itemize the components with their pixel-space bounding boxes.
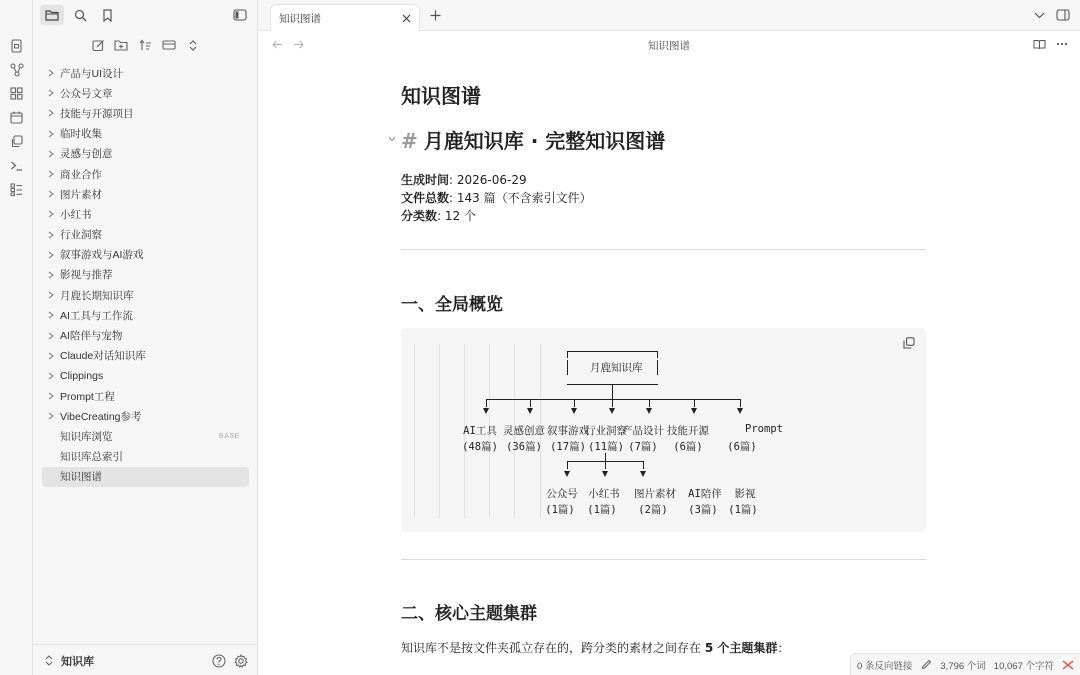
word-count: 3,796 个词: [940, 660, 986, 672]
bases-icon[interactable]: [8, 181, 25, 198]
page-title: 知识图谱: [401, 84, 481, 108]
chevron-right-icon: [42, 231, 60, 239]
vault-name: 知识库: [61, 655, 94, 668]
edit-pencil-icon[interactable]: [920, 659, 932, 671]
folder-item[interactable]: [42, 386, 249, 406]
tree-line: [643, 461, 644, 469]
para-end: ：: [777, 641, 790, 655]
chevron-right-icon: [42, 352, 60, 360]
diagram-subnode-count: (2篇): [638, 504, 668, 516]
meta-key: 文件总数: [401, 191, 450, 205]
new-folder-icon[interactable]: [112, 36, 130, 54]
folder-label: 叙事游戏与AI游戏: [60, 249, 144, 262]
folder-label: Clippings: [60, 369, 104, 382]
left-ribbon: [0, 0, 33, 675]
main-heading: [401, 125, 665, 154]
file-label: 知识图谱: [60, 471, 102, 484]
tree-line: [649, 399, 650, 407]
folder-label: 灵感与创意: [60, 148, 113, 161]
divider: [401, 249, 926, 250]
tab-list-chevron-down-icon[interactable]: [1032, 8, 1046, 22]
chevron-right-icon: [42, 392, 60, 400]
tree-line: [694, 399, 695, 407]
box-line: [657, 351, 658, 358]
folder-label: 产品与UI设计: [60, 67, 123, 80]
calendar-icon[interactable]: [8, 109, 25, 126]
diagram-subnode-name: 公众号: [546, 488, 578, 500]
folder-label: 临时收集: [60, 128, 102, 141]
updown-chevron-icon: [45, 655, 53, 666]
copy-code-icon[interactable]: [902, 336, 916, 350]
diagram-node-count: (6篇): [727, 441, 757, 453]
sidebar-top-bar: [33, 0, 258, 30]
view-header: [258, 31, 1080, 58]
close-icon[interactable]: [399, 11, 413, 25]
folder-item[interactable]: [42, 83, 249, 103]
box-line: [567, 360, 568, 375]
diagram-subnode-name: 图片素材: [634, 488, 676, 500]
daily-note-icon[interactable]: [8, 37, 25, 54]
arrow-down-icon: [602, 471, 608, 477]
chevron-right-icon: [42, 412, 60, 420]
tab-bar: [258, 0, 1080, 31]
arrow-down-icon: [571, 408, 577, 414]
diagram-subnode-name: AI陪伴: [688, 488, 722, 500]
folder-label: AI工具与工作流: [60, 309, 133, 322]
chevron-right-icon: [42, 109, 60, 117]
arrow-down-icon: [737, 408, 743, 414]
diagram-subnode-count: (1篇): [728, 504, 758, 516]
meta-value: : 12 个: [437, 209, 476, 223]
file-tree: [42, 63, 249, 487]
more-options-icon[interactable]: [1055, 37, 1069, 51]
canvas-icon[interactable]: [8, 85, 25, 102]
folder-label: 行业洞察: [60, 229, 102, 242]
folder-item[interactable]: [42, 406, 249, 426]
folder-item[interactable]: [42, 245, 249, 265]
meta-line-total: [401, 189, 592, 206]
backlinks-count[interactable]: 0 条反向链接: [856, 660, 913, 672]
folder-label: 小红书: [60, 208, 92, 221]
chevron-right-icon: [42, 251, 60, 259]
diagram-node-name: 叙事游戏: [547, 425, 589, 437]
diagram-node-count: (36篇): [506, 441, 542, 453]
search-icon[interactable]: [68, 5, 92, 25]
tree-line: [612, 384, 613, 400]
tree-line: [605, 461, 606, 469]
diagram-node-name: Prompt: [745, 423, 783, 435]
folder-label: Claude对话知识库: [60, 350, 146, 363]
terminal-icon[interactable]: [8, 157, 25, 174]
diagram-node-count: (7篇): [628, 441, 658, 453]
arrow-down-icon: [691, 408, 697, 414]
diagram-subnode-count: (1篇): [545, 504, 575, 516]
folder-item[interactable]: [42, 285, 249, 305]
folder-item[interactable]: [42, 63, 249, 83]
box-line: [567, 351, 658, 352]
folder-item[interactable]: [42, 184, 249, 204]
folder-item[interactable]: [42, 346, 249, 366]
box-line: [567, 351, 568, 358]
sidebar-toggle-icon[interactable]: [228, 5, 252, 25]
folder-item[interactable]: [42, 164, 249, 184]
sync-status-icon[interactable]: [1062, 659, 1074, 671]
graph-icon[interactable]: [8, 61, 25, 78]
file-type-badge: BASE: [218, 432, 240, 440]
folder-label: VibeCreating参考: [60, 410, 142, 423]
sort-icon[interactable]: [136, 36, 154, 54]
vault-switcher[interactable]: [45, 645, 94, 675]
tab-knowledge-graph[interactable]: [270, 4, 420, 31]
chevron-right-icon: [42, 311, 60, 319]
sidebar-footer: [33, 644, 258, 675]
para-bold: 5 个主题集群: [704, 641, 778, 655]
folder-label: 月鹿长期知识库: [60, 289, 134, 302]
collapse-all-icon[interactable]: [160, 36, 178, 54]
diagram-node-name: AI工具: [463, 425, 497, 437]
meta-value: : 143 篇（不含索引文件）: [449, 191, 592, 205]
diagram-root-label: 月鹿知识库: [590, 362, 643, 374]
folder-label: 影视与推荐: [60, 269, 113, 282]
help-icon[interactable]: [211, 653, 226, 668]
diagram-subnode-name: 影视: [734, 488, 756, 500]
folder-item[interactable]: [42, 325, 249, 345]
box-line: [657, 360, 658, 375]
copy-icon[interactable]: [8, 133, 25, 150]
diagram-node-count: (17篇): [550, 441, 586, 453]
settings-gear-icon[interactable]: [233, 653, 248, 668]
diagram-node-count: (48篇): [462, 441, 498, 453]
folder-item[interactable]: [42, 366, 249, 386]
meta-key: 分类数: [401, 209, 438, 223]
tree-line: [574, 399, 575, 407]
meta-value: : 2026-06-29: [449, 173, 527, 187]
divider: [401, 559, 926, 560]
indent-guide: [414, 344, 415, 518]
main-workspace: [258, 0, 1080, 675]
arrow-down-icon: [527, 408, 533, 414]
diagram-subnode-count: (1篇): [587, 504, 617, 516]
file-item[interactable]: [42, 426, 249, 446]
meta-key: 生成时间: [401, 173, 450, 187]
section-heading-overview: 一、全局概览: [401, 295, 503, 315]
reading-view-book-icon[interactable]: [1032, 37, 1046, 51]
arrow-down-icon: [609, 408, 615, 414]
fold-chevron-icon[interactable]: [387, 134, 397, 144]
arrow-down-icon: [646, 408, 652, 414]
folder-label: AI陪伴与宠物: [60, 330, 123, 343]
tree-line: [486, 399, 487, 407]
new-note-icon[interactable]: [89, 36, 107, 54]
new-tab-plus-icon[interactable]: [428, 8, 442, 22]
tree-line: [530, 399, 531, 407]
chevron-right-icon: [42, 210, 60, 218]
file-item[interactable]: [42, 447, 249, 467]
chevron-right-icon: [42, 271, 60, 279]
chevron-right-icon: [42, 190, 60, 198]
arrow-down-icon: [483, 408, 489, 414]
chevron-right-icon: [42, 89, 60, 97]
chevron-right-icon: [42, 291, 60, 299]
chevron-right-icon: [42, 332, 60, 340]
diagram-subnode-name: 小红书: [588, 488, 620, 500]
folder-item[interactable]: [42, 124, 249, 144]
folder-item[interactable]: [42, 144, 249, 164]
meta-line-categories: [401, 207, 476, 224]
tree-line: [605, 453, 606, 461]
chevron-right-icon: [42, 150, 60, 158]
tab-label: 知识图谱: [279, 12, 321, 25]
folder-item[interactable]: [42, 265, 249, 285]
code-block-diagram[interactable]: [401, 328, 926, 532]
folder-item[interactable]: [42, 225, 249, 245]
folder-item[interactable]: [42, 204, 249, 224]
file-label: 知识库总索引: [60, 451, 123, 464]
diagram-node-name: 行业洞察: [585, 425, 627, 437]
folder-label: 技能与开源项目: [60, 107, 134, 120]
meta-line-generated: [401, 171, 527, 188]
para-text: 知识库不是按文件夹孤立存在的，跨分类的素材之间存在: [401, 641, 705, 655]
diagram-node-name: 技能开源: [667, 425, 709, 437]
folder-label: 商业合作: [60, 168, 102, 181]
folder-item[interactable]: [42, 305, 249, 325]
file-label: 知识库浏览: [60, 430, 113, 443]
arrow-down-icon: [640, 471, 646, 477]
diagram-subnode-count: (3篇): [688, 504, 718, 516]
view-title[interactable]: 知识图谱: [648, 40, 690, 52]
tree-line: [486, 399, 740, 400]
bookmark-icon[interactable]: [95, 5, 119, 25]
status-bar: [850, 653, 1080, 675]
heading-text: 月鹿知识库 · 完整知识图谱: [423, 129, 666, 153]
folder-label: 公众号文章: [60, 87, 113, 100]
arrow-down-icon: [564, 471, 570, 477]
folder-item[interactable]: [42, 103, 249, 123]
tree-line: [612, 399, 613, 407]
folder-label: 图片素材: [60, 188, 102, 201]
chevron-right-icon: [42, 170, 60, 178]
file-explorer-toolbar: [33, 36, 258, 56]
diagram-node-name: 灵感创意: [503, 425, 545, 437]
diagram-node-count: (11篇): [588, 441, 624, 453]
section-heading-clusters: 二、核心主题集群: [401, 604, 537, 624]
folder-label: Prompt工程: [60, 390, 115, 403]
chevron-right-icon: [42, 69, 60, 77]
tree-line: [740, 399, 741, 407]
file-explorer-sidebar: [33, 0, 258, 675]
indent-guide: [439, 344, 440, 518]
note-content[interactable]: [258, 58, 1070, 675]
tree-line: [567, 461, 568, 469]
diagram-node-count: (6篇): [673, 441, 703, 453]
folder-icon[interactable]: [40, 5, 64, 25]
paragraph: [401, 639, 789, 656]
chevron-right-icon: [42, 372, 60, 380]
heading-hash: #: [401, 129, 418, 153]
expand-icon[interactable]: [184, 36, 202, 54]
chevron-right-icon: [42, 130, 60, 138]
right-sidebar-toggle-icon[interactable]: [1056, 8, 1070, 22]
diagram-node-name: 产品设计: [622, 425, 664, 437]
file-item[interactable]: [42, 467, 249, 487]
char-count: 10,067 个字符: [993, 660, 1054, 672]
